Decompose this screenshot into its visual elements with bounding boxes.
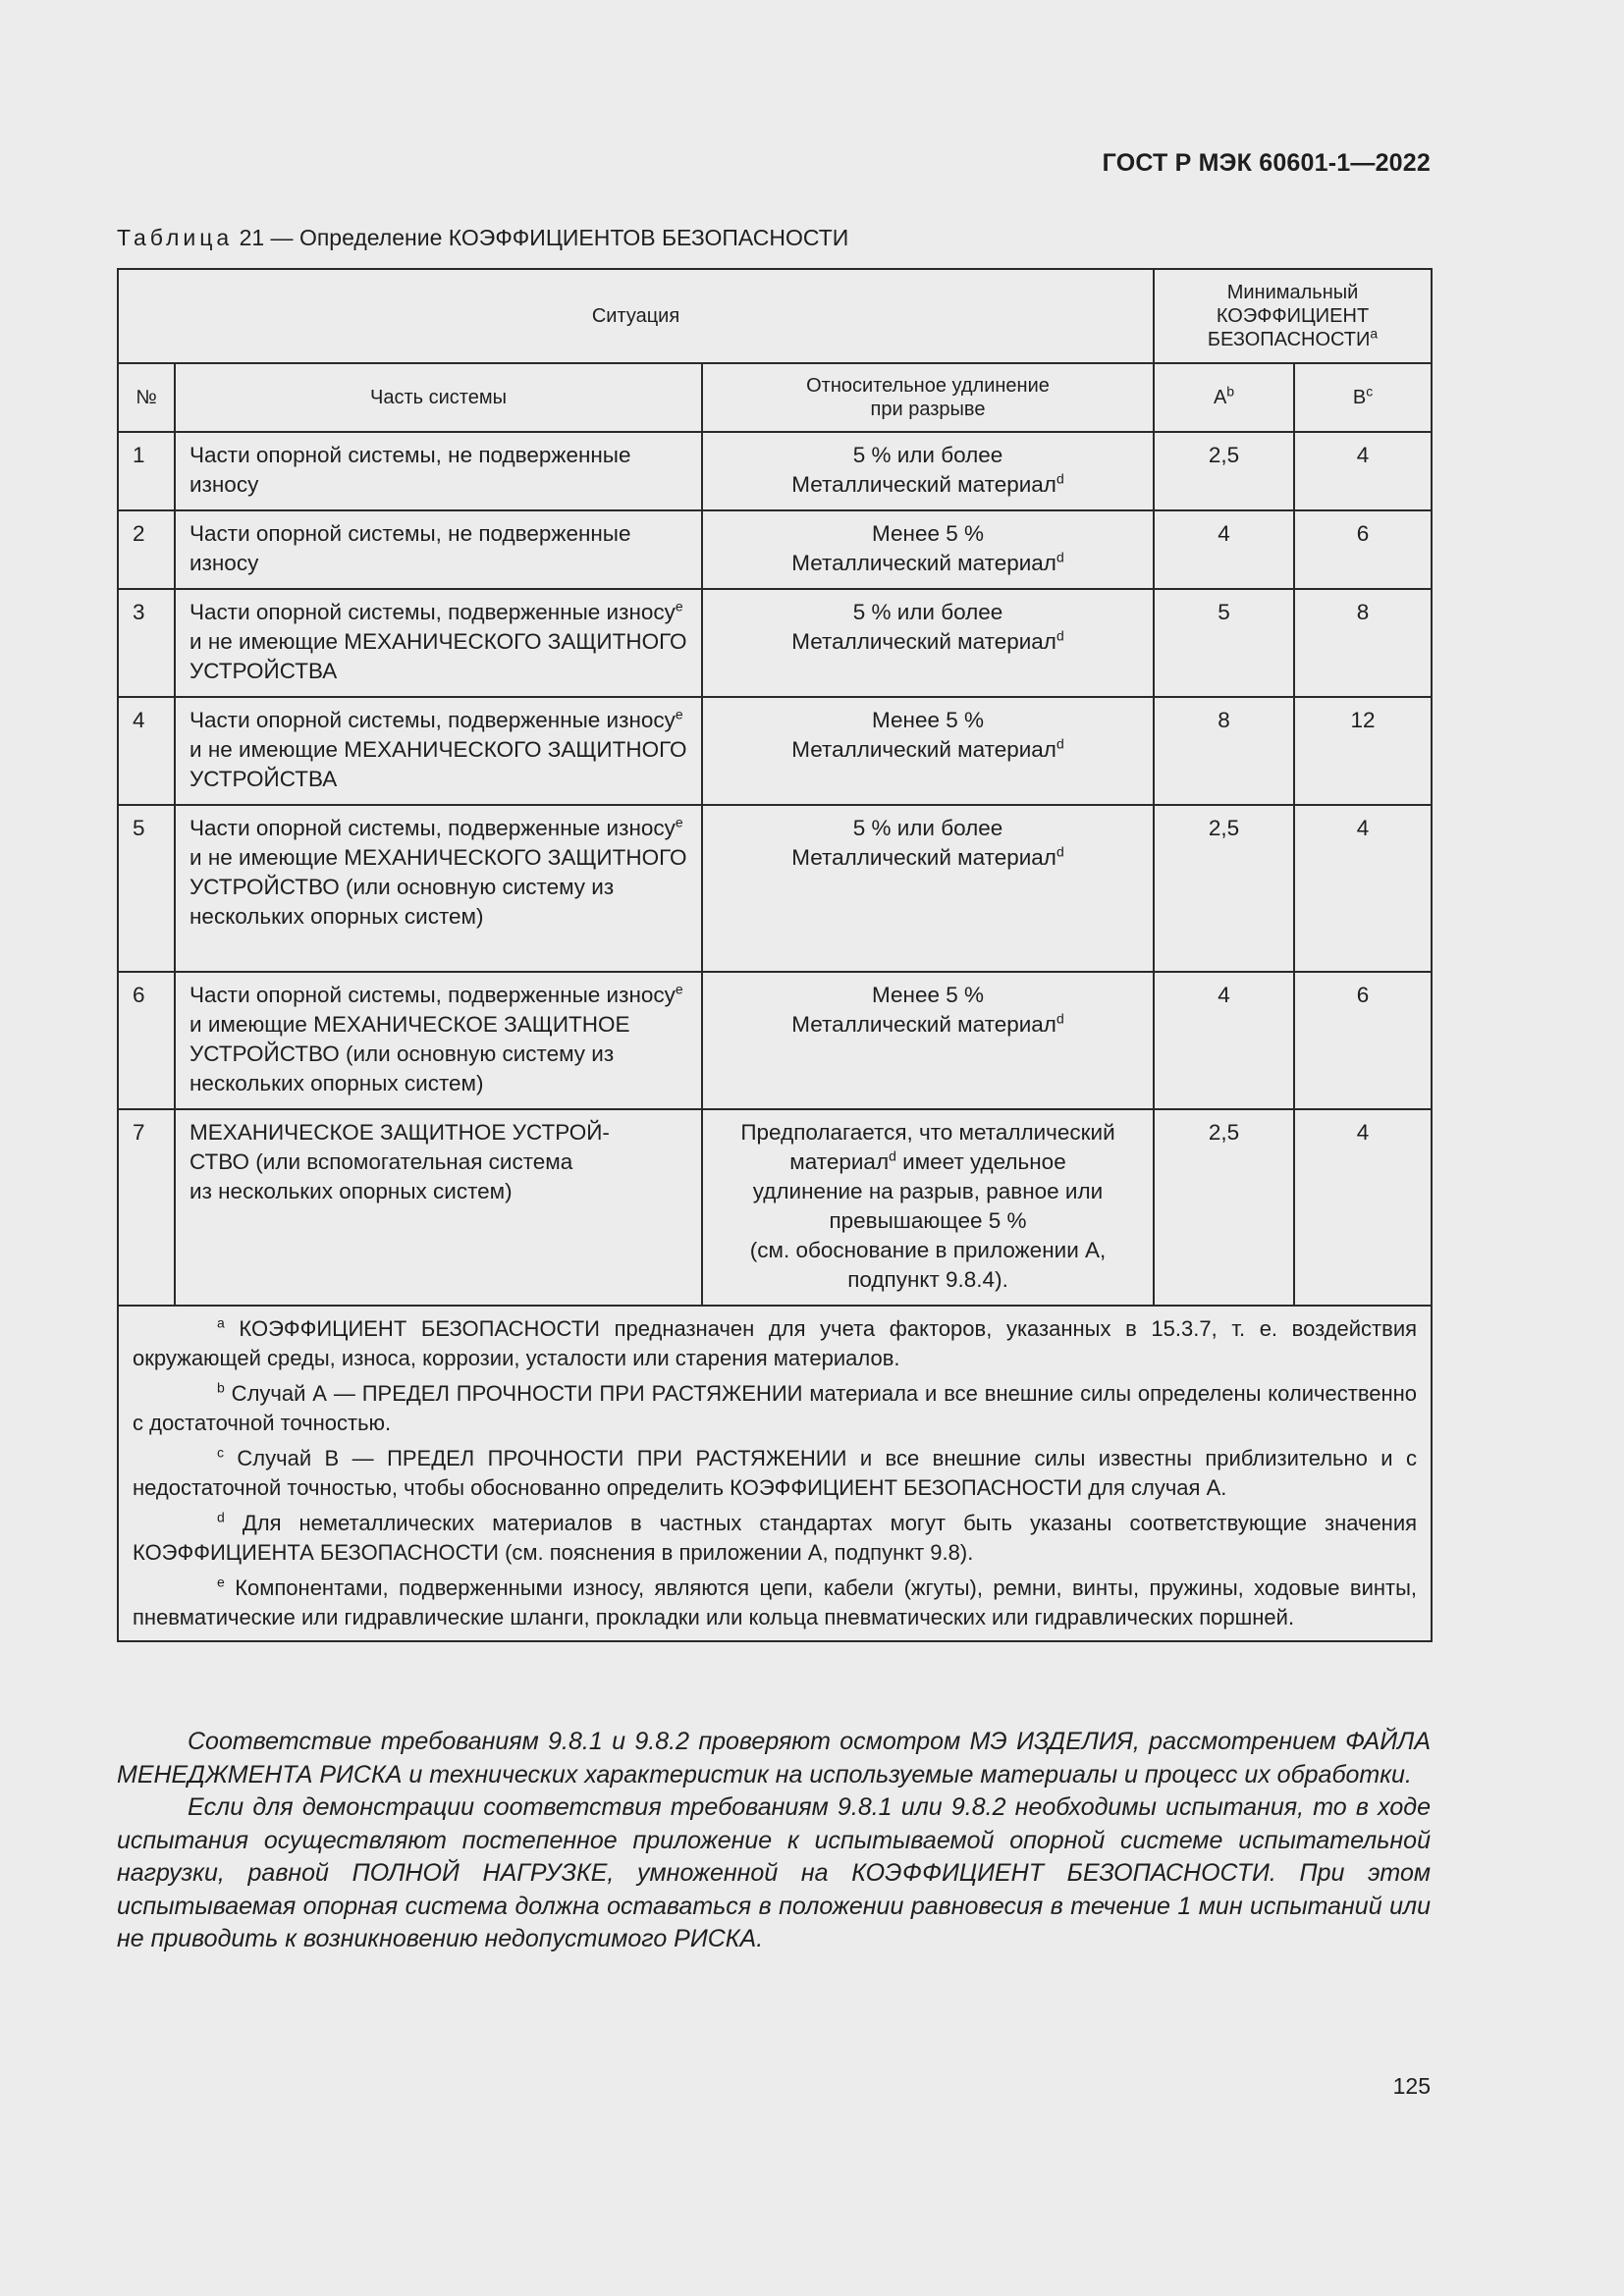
- row7-elong-line4: превышающее 5 %: [829, 1208, 1027, 1233]
- row-elongation: [702, 697, 1154, 805]
- row-part-text-cont: и имеющие МЕХАНИЧЕСКОЕ ЗАЩИТНОЕ УСТРОЙСТВО (или основную систему из нескольких опорных систем): [189, 1012, 630, 1095]
- header-case-b-sup: c: [1366, 383, 1374, 400]
- row-number: 4: [118, 697, 175, 805]
- row-part-sup: e: [675, 706, 683, 722]
- row-material: Металлический материал: [791, 472, 1056, 497]
- row-elongation-value: 5 % или более: [852, 816, 1003, 840]
- footnote-mark: e: [217, 1574, 225, 1590]
- table-row: [118, 972, 1432, 1109]
- row-material-sup: d: [1056, 1010, 1064, 1027]
- row-part-sup: e: [675, 981, 683, 997]
- row-part: [175, 432, 702, 510]
- row7-elong-line5: (см. обоснование в приложении А,: [749, 1238, 1107, 1262]
- row-elongation-value: Менее 5 %: [872, 708, 984, 732]
- row-elongation: [702, 805, 1154, 972]
- row-part: [175, 972, 702, 1109]
- row-part-text: Части опорной системы, подверженные износу: [189, 600, 676, 624]
- header-case-b-label: B: [1352, 387, 1367, 408]
- table-row: [118, 510, 1432, 589]
- footnote-c: [133, 1444, 1417, 1503]
- row-factor-a: 2,5: [1154, 432, 1294, 510]
- row-number: 1: [118, 432, 175, 510]
- row7-part-line3: из нескольких опорных систем): [189, 1179, 513, 1203]
- row-elongation-value: Менее 5 %: [872, 983, 984, 1007]
- header-part: Часть системы: [175, 363, 702, 432]
- row-factor-b: 8: [1294, 589, 1432, 697]
- body-paragraph-2: Если для демонстрации соответствия требованиям 9.8.1 или 9.8.2 необходимы испытания, то в ходе испытания осуществляют постепенное приложение к испытываемой опорной системе испытательной нагрузки, равной ПОЛНОЙ НАГРУЗКЕ, умноженной на КОЭФФИЦИЕНТ БЕЗОПАСНОСТИ. При этом испытываемая опорная система должна оставаться в положении равновесия в течение 1 мин испытаний или не приводить к возникновению недопустимого РИСКА.: [117, 1793, 1431, 1952]
- row-material: Металлический материал: [791, 737, 1056, 762]
- row-material-sup: d: [1056, 549, 1064, 565]
- table-caption-word: Таблица: [117, 225, 234, 250]
- header-elongation-line1: Относительное удлинение: [806, 375, 1050, 397]
- row-part-text-cont: и не имеющие МЕХАНИЧЕСКОГО ЗАЩИТНОГО УСТРОЙСТВА: [189, 629, 687, 683]
- row-material: Металлический материал: [791, 551, 1056, 575]
- table-notes: [118, 1306, 1432, 1641]
- row-material-sup: d: [1056, 843, 1064, 860]
- row-factor-b: 6: [1294, 510, 1432, 589]
- row-material: Металлический материал: [791, 1012, 1056, 1037]
- header-min-factor-sup: a: [1370, 325, 1379, 342]
- row-factor-a: 8: [1154, 697, 1294, 805]
- footnote-text: Случай А — ПРЕДЕЛ ПРОЧНОСТИ ПРИ РАСТЯЖЕНИИ материала и все внешние силы определены количественно с достаточной точностью.: [133, 1381, 1418, 1435]
- table-notes-row: [118, 1306, 1432, 1641]
- header-situation: Ситуация: [118, 269, 1154, 363]
- row-part: [175, 697, 702, 805]
- table-row: [118, 589, 1432, 697]
- footnote-e: [133, 1574, 1417, 1632]
- footnote-mark: c: [217, 1444, 224, 1461]
- table-row: [118, 432, 1432, 510]
- row-material-sup: d: [1056, 735, 1064, 752]
- row-part-sup: e: [675, 598, 683, 614]
- row-part-text-cont: и не имеющие МЕХАНИЧЕСКОГО ЗАЩИТНОГО УСТРОЙСТВА: [189, 737, 687, 791]
- row-part-text: Части опорной системы, подверженные износу: [189, 708, 676, 732]
- page-number: 125: [1392, 2073, 1431, 2099]
- row-elongation: [702, 972, 1154, 1109]
- row-factor-b: 4: [1294, 432, 1432, 510]
- row-material-sup: d: [1056, 627, 1064, 644]
- row7-elong-line2: материал: [789, 1149, 890, 1174]
- table-row: [118, 805, 1432, 972]
- row-part-text: Части опорной системы, подверженные износу: [189, 983, 676, 1007]
- row-factor-a: 4: [1154, 972, 1294, 1109]
- row-number: 7: [118, 1109, 175, 1306]
- header-number: №: [118, 363, 175, 432]
- header-min-factor: [1154, 269, 1432, 363]
- footnote-a: [133, 1314, 1417, 1373]
- row-elongation: [702, 432, 1154, 510]
- header-elongation: [702, 363, 1154, 432]
- footnote-mark: a: [217, 1314, 225, 1331]
- body-text: [117, 1726, 1431, 1956]
- row-number: 2: [118, 510, 175, 589]
- row-part-sup: e: [675, 814, 683, 830]
- row-part: [175, 1109, 702, 1306]
- footnote-d: [133, 1509, 1417, 1568]
- row-elongation: [702, 1109, 1154, 1306]
- table-header-row-1: [118, 269, 1432, 363]
- row7-elong-line3: удлинение на разрыв, равное или: [752, 1179, 1104, 1203]
- row-factor-a: 4: [1154, 510, 1294, 589]
- row-factor-a: 2,5: [1154, 805, 1294, 972]
- row-number: 3: [118, 589, 175, 697]
- row-part: [175, 589, 702, 697]
- row-factor-b: 6: [1294, 972, 1432, 1109]
- header-case-a: [1154, 363, 1294, 432]
- row7-part-line2: СТВО (или вспомогательная система: [189, 1149, 573, 1174]
- row-part-text: Части опорной системы, не подверженные износу: [189, 521, 631, 575]
- header-min-factor-text: Минимальный КОЭФФИЦИЕНТ БЕЗОПАСНОСТИ: [1207, 282, 1371, 350]
- table-row: [118, 697, 1432, 805]
- safety-factor-table: [117, 268, 1433, 1642]
- row-part: [175, 510, 702, 589]
- header-case-b: [1294, 363, 1432, 432]
- row-factor-a: 2,5: [1154, 1109, 1294, 1306]
- table-caption: [117, 225, 848, 251]
- row-elongation-value: Менее 5 %: [872, 521, 984, 546]
- standard-designation: ГОСТ Р МЭК 60601-1—2022: [1102, 149, 1431, 177]
- row-elongation-value: 5 % или более: [852, 600, 1003, 624]
- footnote-text: Для неметаллических материалов в частных стандартах могут быть указаны соответствующие значения КОЭФФИЦИЕНТА БЕЗОПАСНОСТИ (см. пояснения в приложении А, подпункт 9.8).: [133, 1511, 1418, 1565]
- footnote-mark: d: [217, 1509, 225, 1525]
- body-paragraph-1: Соответствие требованиям 9.8.1 и 9.8.2 проверяют осмотром МЭ ИЗДЕЛИЯ, рассмотрением ФАЙЛА МЕНЕДЖМЕНТА РИСКА и технических характеристик на используемые материалы и процесс их обработки.: [117, 1728, 1431, 1789]
- row-number: 5: [118, 805, 175, 972]
- footnote-text: Компонентами, подверженными износу, являются цепи, кабели (жгуты), ремни, винты, пружины, ходовые винты, пневматические или гидравлические шланги, прокладки или кольца пневматических или гидравлических поршней.: [133, 1575, 1418, 1629]
- row-factor-b: 12: [1294, 697, 1432, 805]
- row-factor-a: 5: [1154, 589, 1294, 697]
- row-elongation: [702, 589, 1154, 697]
- row-part-text: Части опорной системы, не подверженные износу: [189, 443, 631, 497]
- row-part-text: Части опорной системы, подверженные износу: [189, 816, 676, 840]
- footnote-b: [133, 1379, 1417, 1438]
- row7-elong-line2-cont: имеет удельное: [895, 1149, 1066, 1174]
- row-material: Металлический материал: [791, 845, 1056, 870]
- row-factor-b: 4: [1294, 805, 1432, 972]
- row-part: [175, 805, 702, 972]
- footnote-mark: b: [217, 1379, 225, 1396]
- header-elongation-line2: при разрыве: [870, 399, 986, 420]
- row7-part-line1: МЕХАНИЧЕСКОЕ ЗАЩИТНОЕ УСТРОЙ-: [189, 1120, 610, 1145]
- row7-elong-line1: Предполагается, что металлический: [740, 1120, 1115, 1145]
- table-caption-title: 21 — Определение КОЭФФИЦИЕНТОВ БЕЗОПАСНОСТИ: [239, 225, 849, 250]
- row7-elong-sup: d: [889, 1148, 896, 1164]
- row-elongation: [702, 510, 1154, 589]
- row-elongation-value: 5 % или более: [852, 443, 1003, 467]
- footnote-text: КОЭФФИЦИЕНТ БЕЗОПАСНОСТИ предназначен для учета факторов, указанных в 15.3.7, т. е. воздействия окружающей среды, износа, коррозии, усталости или старения материалов.: [133, 1316, 1418, 1370]
- header-case-a-sup: b: [1226, 383, 1235, 400]
- row-material: Металлический материал: [791, 629, 1056, 654]
- row7-elong-line6: подпункт 9.8.4).: [847, 1267, 1008, 1292]
- row-factor-b: 4: [1294, 1109, 1432, 1306]
- row-material-sup: d: [1056, 470, 1064, 487]
- row-part-text-cont: и не имеющие МЕХАНИЧЕСКОГО ЗАЩИТНОГО УСТРОЙСТВО (или основную систему из нескольких опорных систем): [189, 845, 687, 929]
- table-row: [118, 1109, 1432, 1306]
- row-number: 6: [118, 972, 175, 1109]
- table-header-row-2: [118, 363, 1432, 432]
- header-case-a-label: A: [1213, 387, 1227, 408]
- footnote-text: Случай B — ПРЕДЕЛ ПРОЧНОСТИ ПРИ РАСТЯЖЕНИИ и все внешние силы известны приблизительно и с недостаточной точностью, чтобы обоснованно определить КОЭФФИЦИЕНТ БЕЗОПАСНОСТИ для случая А.: [133, 1446, 1418, 1500]
